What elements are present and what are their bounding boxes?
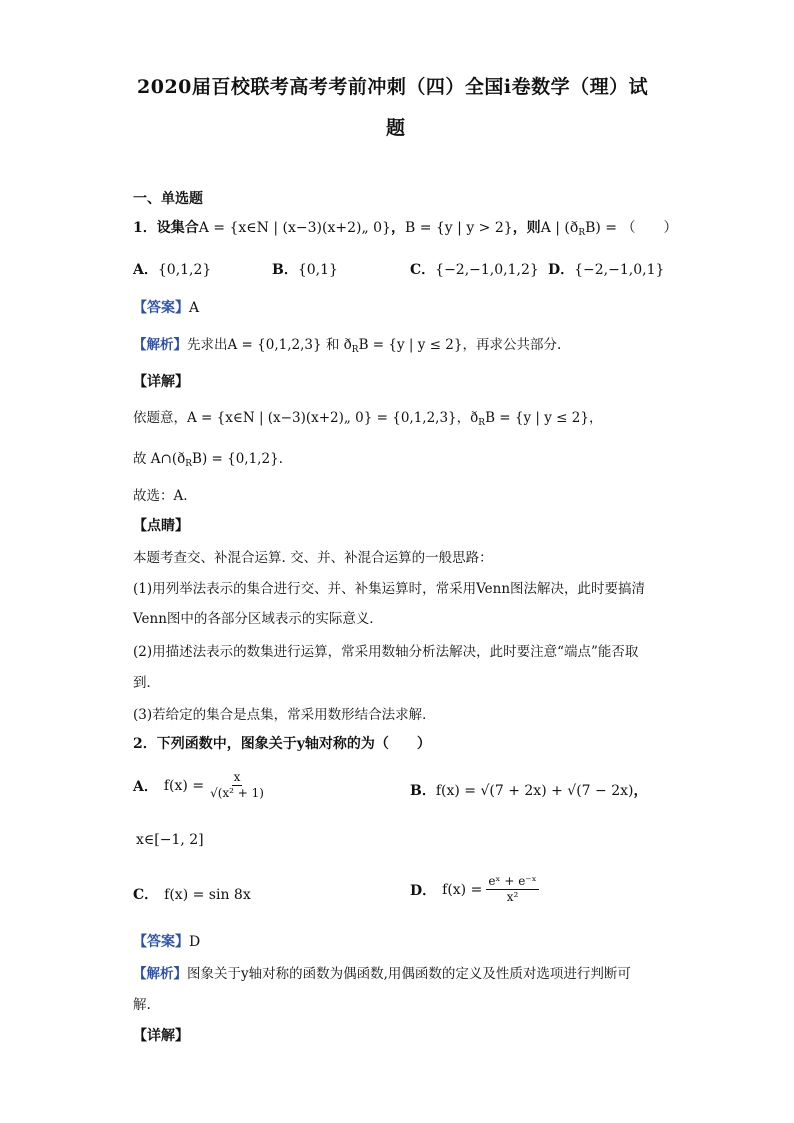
q1-point-tag: 【点睛】 <box>133 518 189 534</box>
q2-option-d-numerator: eˣ + e⁻ˣ <box>488 874 537 888</box>
q2-option-b-domain: x∈[−1, 2] <box>136 832 204 848</box>
q2-option-d-denominator: x² <box>506 890 519 904</box>
q1-point-line-6: (3)若给定的集合是点集，常采用数形结合法求解． <box>133 707 436 723</box>
q1-ask-sub: R <box>578 228 586 238</box>
section-heading: 一、单选题 <box>133 191 203 207</box>
q1-analysis-text-b: ，再求公共部分. <box>462 337 562 353</box>
q1-analysis-tag: 【解析】 <box>133 337 187 353</box>
q2-option-d-label: D． <box>410 882 437 899</box>
q2-detail-tag: 【详解】 <box>133 1028 189 1044</box>
q1-sep: ， <box>390 220 405 236</box>
q1-point-line-1: 本题考查交、补混合运算. 交、并、补混合运算的一般思路： <box>133 550 493 566</box>
q1-detail-l1-a: 依题意， <box>133 410 187 426</box>
q2-option-d-fraction <box>486 874 538 905</box>
q2-answer-tag: 【答案】 <box>133 934 189 950</box>
q2-analysis-tag: 【解析】 <box>133 966 187 982</box>
q1-analysis-math1: A = {0,1,2,3} <box>227 337 322 353</box>
q1-answer-tag: 【答案】 <box>133 300 189 316</box>
q1-option-c-value: {−2,−1,0,1,2} <box>435 262 539 278</box>
q1-option-d-value: {−2,−1,0,1} <box>574 262 665 278</box>
q1-option-c-label: C． <box>410 262 436 278</box>
q2-option-a-fraction <box>208 770 266 801</box>
page-title-line1: 2020届百校联考高考考前冲刺（四）全国ⅰ卷数学（理）试 <box>137 76 649 98</box>
q2-option-a-denominator: √(x² + 1) <box>210 786 264 800</box>
page-title-line2: 题 <box>386 117 406 139</box>
q1-detail-l2-b: . <box>278 451 283 467</box>
q1-detail-l1-b: ， <box>456 410 471 426</box>
q1-point-line-3: Venn图中的各部分区域表示的实际意义． <box>133 611 383 627</box>
q2-option-c-expr: f(x) = sin 8x <box>164 887 251 903</box>
q2-option-a-lhs: f(x) = <box>163 777 205 794</box>
q2-option-d-lhs: f(x) = <box>442 881 483 898</box>
q2-option-b-expr: f(x) = √(7 + 2x) + √(7 − 2x) <box>435 783 634 799</box>
q1-option-a <box>133 259 211 279</box>
q1-detail-line1 <box>133 406 602 428</box>
q1-point-line-5: 到． <box>133 675 160 691</box>
q1-stem <box>133 217 677 238</box>
q1-choose: 故选：A. <box>133 488 188 504</box>
q1-point-line-4: (2)用描述法表示的数集进行运算，常采用数轴分析法解决，此时要注意“端点”能否取 <box>133 644 639 660</box>
q2-option-b-tail: ， <box>633 783 648 799</box>
q2-analysis-line1 <box>133 962 631 982</box>
q1-detail-line2 <box>133 447 283 469</box>
q1-option-c <box>410 259 539 279</box>
q2-answer-value: D <box>189 934 201 950</box>
q1-option-a-label: A． <box>133 262 158 278</box>
q1-answer <box>133 297 199 317</box>
q1-option-b-label: B． <box>272 262 298 278</box>
q2-option-c-label: C． <box>133 887 159 903</box>
q1-detail-l2-math2: B) = {0,1,2} <box>192 451 279 467</box>
q2-option-a-label: A． <box>133 778 158 795</box>
q1-detail-l1-math: A = {x∈N | (x−3)(x+2)„ 0} = {0,1,2,3} <box>187 410 457 426</box>
q1-detail-l1-sub: R <box>478 418 486 428</box>
q2-answer <box>133 931 200 951</box>
q1-set-b: B = {y | y > 2} <box>404 220 513 236</box>
q1-answer-value: A <box>189 300 200 316</box>
q2-analysis-line2: 解. <box>133 997 151 1013</box>
q1-option-d-label: D． <box>548 262 575 278</box>
q1-analysis-and: 和 <box>321 337 344 353</box>
q1-option-b <box>272 259 338 279</box>
q1-detail-l1-c: ， <box>588 410 603 426</box>
q1-detail-l2-a: 故 <box>133 451 151 467</box>
q1-detail-tag: 【详解】 <box>133 374 189 390</box>
q2-option-a-numerator: x <box>233 770 241 784</box>
q1-set-a: A = {x∈N | (x−3)(x+2)„ 0} <box>198 220 391 236</box>
q2-option-a <box>133 770 266 801</box>
q1-detail-l1-math2: ð <box>470 410 479 426</box>
q1-option-d <box>548 259 664 279</box>
q1-detail-l2-math: A∩(ð <box>150 451 186 467</box>
q1-option-a-value: {0,1,2} <box>157 262 212 278</box>
q1-ask-tail: B) = （ ） <box>585 220 678 236</box>
q1-analysis-text-a: 先求出 <box>187 337 228 353</box>
q1-analysis <box>133 333 561 355</box>
q2-option-d <box>410 874 539 905</box>
q1-detail-l2-sub: R <box>185 459 193 469</box>
q1-stem-text: 1．设集合 <box>133 220 199 236</box>
q1-ask: A | (ð <box>540 220 579 236</box>
q1-point-line-2: (1)用列举法表示的集合进行交、并、补集运算时，常采用Venn图法解决，此时要搞清 <box>133 581 646 597</box>
q2-option-c <box>133 884 251 904</box>
q1-analysis-sub: R <box>351 345 359 355</box>
q2-option-b <box>410 780 647 800</box>
q1-detail-l1-math3: B = {y | y ≤ 2} <box>485 410 589 426</box>
q2-stem: 2．下列函数中，图象关于y轴对称的为（ ） <box>133 736 431 752</box>
q1-then: ，则 <box>512 220 541 236</box>
q2-analysis-text-1: 图象关于y轴对称的函数为偶函数,用偶函数的定义及性质对选项进行判断可 <box>187 966 631 982</box>
q2-option-b-label: B． <box>410 783 436 799</box>
q1-analysis-math2: ð <box>343 337 352 353</box>
q1-analysis-math3: B = {y | y ≤ 2} <box>358 337 463 353</box>
q1-option-b-value: {0,1} <box>297 262 338 278</box>
